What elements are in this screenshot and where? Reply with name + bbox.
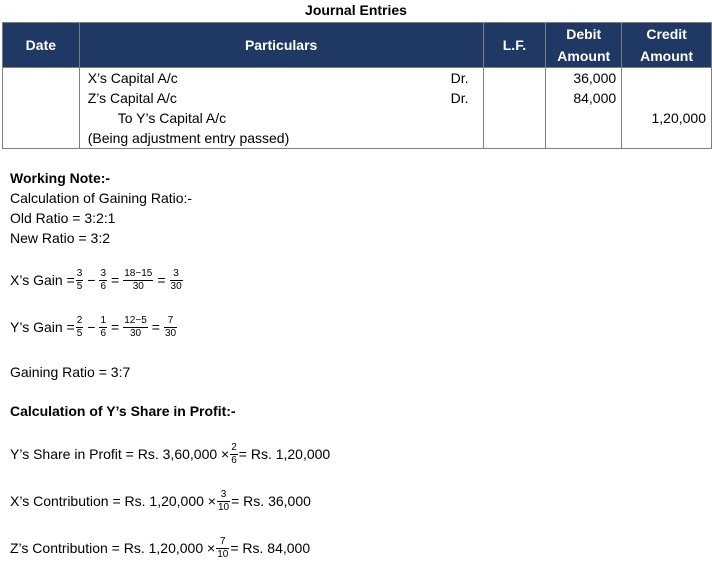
header-credit-line1: Credit <box>646 26 687 42</box>
credit-amount <box>622 68 711 88</box>
particulars-cell <box>79 68 483 149</box>
entry-particular: To Y’s Capital A/c <box>117 110 227 126</box>
debit-amount <box>546 108 621 128</box>
z-contribution-equation <box>10 530 310 566</box>
header-debit-line2: Amount <box>557 48 611 64</box>
numerator: 7 <box>164 315 177 328</box>
header-lf: L.F. <box>483 23 546 68</box>
denominator: 6 <box>100 280 107 292</box>
numerator: 3 <box>100 267 107 279</box>
header-date: Date <box>3 23 80 68</box>
fraction <box>217 489 230 514</box>
denominator: 10 <box>217 548 229 560</box>
old-ratio: Old Ratio = 3:2:1 <box>10 210 116 226</box>
x-contribution-equation <box>10 483 311 519</box>
fraction <box>170 268 183 293</box>
credit-cell <box>622 68 712 149</box>
entry-line <box>80 88 483 108</box>
numerator: 1 <box>100 314 107 326</box>
numerator: 12−5 <box>124 314 147 326</box>
lf-cell <box>483 68 546 149</box>
numerator: 7 <box>216 536 229 549</box>
fraction <box>76 268 84 293</box>
denominator: 5 <box>76 327 83 339</box>
x-gain-label: X’s Gain = <box>10 272 75 288</box>
header-debit-line1: Debit <box>566 26 602 42</box>
working-notes <box>10 168 192 248</box>
numerator: 3 <box>76 267 83 279</box>
numerator: 2 <box>76 314 83 326</box>
fraction <box>216 536 229 561</box>
y-share-right: = Rs. 1,20,000 <box>238 446 331 462</box>
numerator: 3 <box>170 268 183 281</box>
x-contrib-left: X’s Contribution = Rs. 1,20,000 × <box>10 493 216 509</box>
fraction <box>123 268 153 293</box>
y-share-left: Y’s Share in Profit = Rs. 3,60,000 × <box>10 446 230 462</box>
new-ratio: New Ratio = 3:2 <box>10 230 110 246</box>
header-credit <box>622 23 712 68</box>
denominator: 30 <box>132 280 144 292</box>
x-gain-equation <box>10 262 184 298</box>
fraction <box>123 315 148 340</box>
minus-sign: − <box>87 319 96 335</box>
debit-amount <box>546 128 621 148</box>
working-note-heading: Working Note:- <box>10 170 111 186</box>
gaining-ratio-heading: Calculation of Gaining Ratio:- <box>10 190 193 206</box>
x-contrib-right: = Rs. 36,000 <box>231 493 311 509</box>
numerator: 2 <box>231 441 237 453</box>
entry-dr: Dr. <box>450 70 469 86</box>
credit-amount <box>622 88 711 108</box>
debit-amount: 36,000 <box>573 70 617 86</box>
credit-amount <box>622 128 711 148</box>
entry-particular: Z’s Capital A/c <box>87 90 177 106</box>
header-credit-line2: Amount <box>640 48 694 64</box>
table-header-row <box>3 23 712 68</box>
equals-sign: = <box>157 272 166 288</box>
minus-sign: − <box>87 272 96 288</box>
z-contrib-right: = Rs. 84,000 <box>230 540 311 556</box>
equals-sign: = <box>111 272 120 288</box>
y-gain-equation <box>10 309 178 345</box>
numerator: 3 <box>217 489 230 502</box>
header-debit <box>546 23 622 68</box>
equals-sign: = <box>151 319 160 335</box>
fraction <box>99 315 107 340</box>
y-gain-label: Y’s Gain = <box>10 319 75 335</box>
entry-line <box>80 128 483 148</box>
entry-line <box>80 108 483 128</box>
denominator: 30 <box>164 327 177 339</box>
journal-table <box>2 22 712 149</box>
denominator: 5 <box>76 280 83 292</box>
fraction <box>230 442 238 467</box>
header-particulars: Particulars <box>79 23 483 68</box>
entry-dr: Dr. <box>450 90 469 106</box>
numerator: 18−15 <box>124 267 153 279</box>
equals-sign: = <box>111 319 120 335</box>
debit-amount: 84,000 <box>573 90 617 106</box>
gaining-ratio: Gaining Ratio = 3:7 <box>10 364 131 380</box>
page-title: Journal Entries <box>305 2 407 18</box>
z-contrib-left: Z’s Contribution = Rs. 1,20,000 × <box>10 540 216 556</box>
entry-line <box>80 68 483 88</box>
table-row <box>3 68 712 149</box>
denominator: 30 <box>170 280 182 292</box>
entry-particular: X’s Capital A/c <box>87 70 178 86</box>
denominator: 30 <box>129 327 142 339</box>
date-cell <box>3 68 80 149</box>
denominator: 6 <box>231 454 237 466</box>
denominator: 10 <box>217 501 230 513</box>
credit-amount: 1,20,000 <box>651 110 706 126</box>
y-share-equation <box>10 436 330 472</box>
fraction <box>76 315 84 340</box>
fraction <box>99 268 107 293</box>
debit-cell <box>546 68 622 149</box>
entry-narration: (Being adjustment entry passed) <box>87 130 290 146</box>
fraction <box>164 315 177 340</box>
share-heading: Calculation of Y’s Share in Profit:- <box>10 403 236 419</box>
denominator: 6 <box>100 327 107 339</box>
